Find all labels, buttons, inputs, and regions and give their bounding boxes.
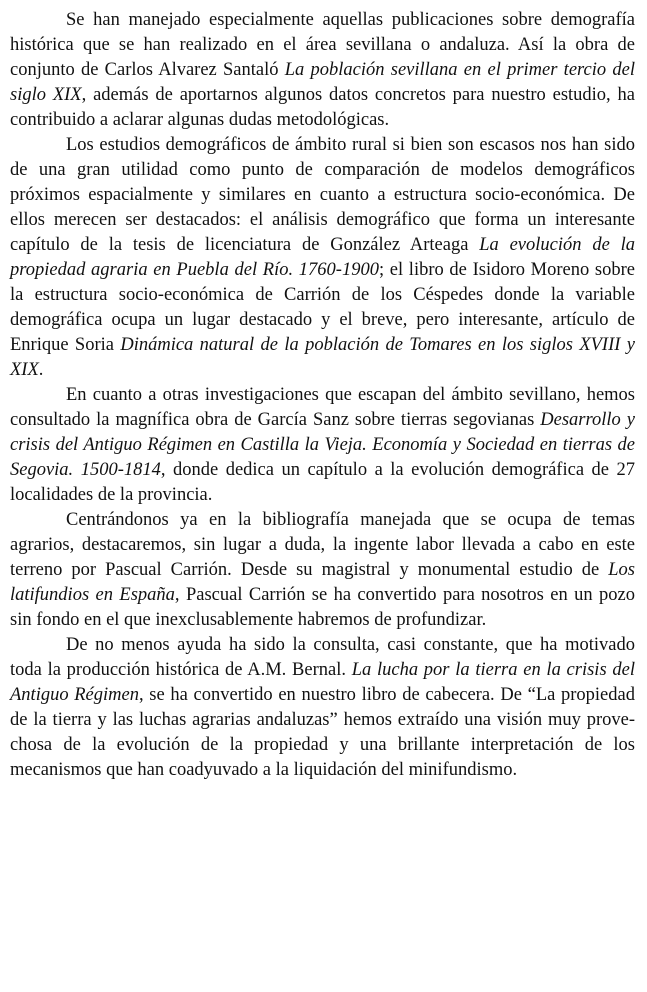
text-run: , donde dedica un capítulo a la evolución demográfica de 27 localidades de la provincia.	[10, 460, 635, 505]
text-run: , se ha convertido en nuestro libro de cabecera. De “La propiedad de la tierra y las luchas agrarias andaluzas” hemos extraído una visión muy provechosa de la evolución de la propiedad y una brillante interpretación de los mecanismos que han coadyuvado a la liquidación del minifundismo.	[10, 685, 635, 780]
paragraph-estudios-rurales	[10, 133, 635, 383]
text-run: , Pascual Carrión se ha convertido para nosotros en un pozo sin fondo en el que inexclusablemente habremos de profundizar.	[10, 585, 635, 630]
book-title: Desarrollo y crisis del Antiguo Régimen en Castilla la Vieja. Economía y Sociedad en tierras de Segovia. 1500-1814	[10, 410, 635, 480]
book-title: La población sevillana en el primer tercio del siglo XIX	[10, 60, 635, 105]
paragraph-otras-investigaciones	[10, 383, 635, 508]
paragraph-bibliografia-agraria	[10, 508, 635, 633]
text-run: , además de aportarnos algunos datos concretos para nuestro estudio, ha contribuido a aclarar algunas dudas metodológicas.	[10, 85, 635, 130]
text-run: En cuanto a otras investigaciones que escapan del ámbito sevillano, hemos consultado la magnífica obra de García Sanz sobre tierras segovianas	[10, 385, 635, 430]
text-run: Los estudios demográficos de ámbito rural si bien son escasos nos han sido de una gran utilidad como punto de comparación de modelos demográficos próximos espacialmente y similares en cuanto a estructura socio-económica. De ellos merecen ser destacados: el análisis demográfico que forma un interesante capítulo de la tesis de licenciatura de González Arteaga	[10, 135, 635, 255]
text-run: De no menos ayuda ha sido la consulta, casi constante, que ha motivado toda la producción histórica de A.M. Bernal.	[10, 635, 635, 680]
book-title: La lucha por la tierra en la crisis del Antiguo Régimen	[10, 660, 635, 705]
text-run: Se han manejado especialmente aquellas publicaciones sobre demografía histórica que se han realizado en el área sevillana o andaluza. Así la obra de conjunto de Carlos Alvarez Santaló	[10, 10, 635, 80]
text-run: Centrándonos ya en la bibliografía manejada que se ocupa de temas agrarios, destacaremos, sin lugar a duda, la ingente labor llevada a cabo en este terreno por Pascual Carrión. Desde su magistral y monumental estudio de	[10, 510, 635, 580]
book-title: La evolución de la propiedad agraria en Puebla del Río. 1760-1900	[10, 235, 635, 280]
paragraph-bernal	[10, 633, 635, 783]
text-run: .	[38, 360, 44, 380]
text-run: ; el libro de Isidoro Moreno sobre la estructura socio-económica de Carrión de los Céspedes donde la variable demográfica ocupa un lugar destacado y el breve, pero interesante, artículo de Enrique Soria	[10, 260, 636, 355]
article-title: Dinámica natural de la población de Tomares en los siglos XVIII y XIX	[10, 335, 635, 380]
book-title: Los latifundios en España	[10, 560, 635, 605]
paragraph-demografia-sevillana	[10, 8, 635, 133]
